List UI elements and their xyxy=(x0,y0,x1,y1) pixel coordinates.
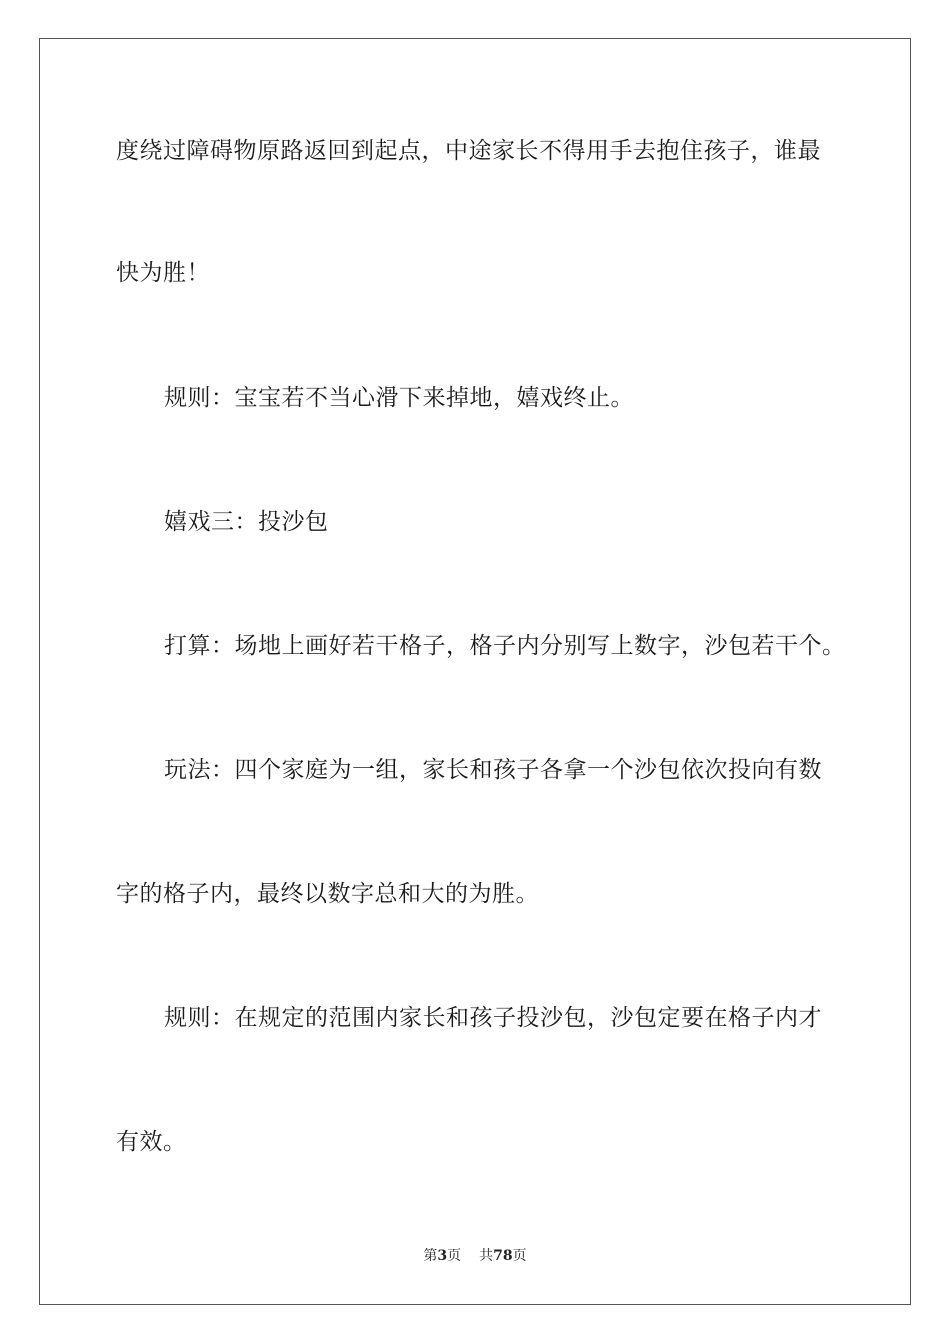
footer-total-pages: 78 xyxy=(493,1248,513,1264)
paragraph-rule-1: 规则：宝宝若不当心滑下来掉地，嬉戏终止。 xyxy=(164,385,634,411)
section-heading-game-3: 嬉戏三：投沙包 xyxy=(164,509,329,535)
paragraph-line-2: 快为胜！ xyxy=(116,260,210,286)
paragraph-preparation: 打算：场地上画好若干格子，格子内分别写上数字，沙包若干个。 xyxy=(164,633,846,659)
footer-page-prefix: 第 xyxy=(423,1248,438,1264)
paragraph-method-line-2: 字的格子内，最终以数字总和大的为胜。 xyxy=(116,881,539,907)
footer-page-suffix: 页 xyxy=(447,1248,462,1264)
page-footer xyxy=(0,1247,950,1265)
page-frame xyxy=(39,38,911,1305)
footer-total-prefix: 共 xyxy=(479,1248,494,1264)
paragraph-method-line-1: 玩法：四个家庭为一组，家长和孩子各拿一个沙包依次投向有数 xyxy=(164,757,822,783)
paragraph-rule-2-line-1: 规则：在规定的范围内家长和孩子投沙包，沙包定要在格子内才 xyxy=(164,1005,822,1031)
footer-total-suffix: 页 xyxy=(512,1248,527,1264)
footer-current-page: 3 xyxy=(437,1248,448,1264)
paragraph-rule-2-line-2: 有效。 xyxy=(116,1129,187,1155)
paragraph-line-1: 度绕过障碍物原路返回到起点，中途家长不得用手去抱住孩子，谁最 xyxy=(116,138,821,164)
